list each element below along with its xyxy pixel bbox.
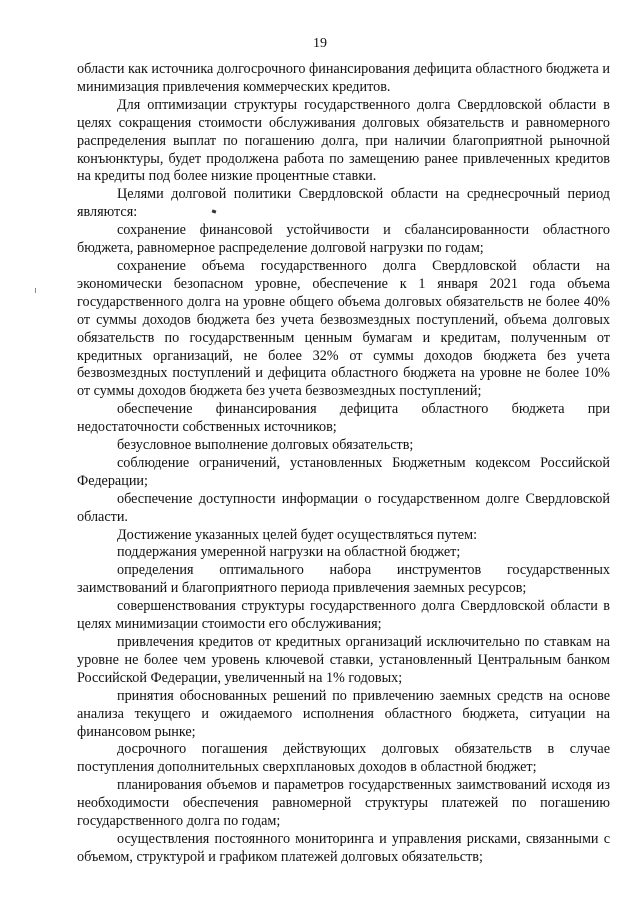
document-body	[77, 61, 610, 867]
list-item-method: осуществления постоянного мониторинга и управления рисками, связанными с объемом, структурой и графиком платежей долговых обязательств;	[77, 830, 610, 865]
paragraph-goals-intro: Целями долговой политики Свердловской области на среднесрочный период являются:	[77, 186, 610, 221]
list-item-goal: безусловное выполнение долговых обязательств;	[117, 437, 414, 454]
paragraph-debt-optimization: Для оптимизации структуры государственного долга Свердловской области в целях сокращения стоимости обслуживания долговых обязательств и равномерного распределения выплат по погашению долга, при наличии благоприятной рыночной конъюнктуры, будет продолжена работа по замещению ранее привлеченных кредитов на кредиты под более низкие процентные ставки.	[77, 96, 610, 185]
list-item-method: определения оптимального набора инструментов государственных заимствований и благоприятного периода привлечения заемных ресурсов;	[77, 562, 610, 597]
paragraph-methods-intro: Достижение указанных целей будет осуществляться путем:	[117, 526, 478, 543]
list-item-goal: сохранение финансовой устойчивости и сбалансированности областного бюджета, равномерное распределение долговой нагрузки по годам;	[77, 222, 610, 257]
list-item-goal: обеспечение финансирования дефицита областного бюджета при недостаточности собственных источников;	[77, 401, 610, 436]
paragraph-continuation: области как источника долгосрочного финансирования дефицита областного бюджета и минимизация привлечения коммерческих кредитов.	[77, 61, 610, 95]
page-number: 19	[313, 36, 327, 51]
list-item-goal: обеспечение доступности информации о государственном долге Свердловской области.	[77, 490, 610, 525]
list-item-method: поддержания умеренной нагрузки на областной бюджет;	[117, 544, 461, 561]
list-item-method: совершенствования структуры государственного долга Свердловской области в целях минимизации стоимости его обслуживания;	[77, 598, 610, 633]
list-item-method: досрочного погашения действующих долговых обязательств в случае поступления дополнительных сверхплановых доходов в областной бюджет;	[77, 741, 610, 776]
list-item-method: принятия обоснованных решений по привлечению заемных средств на основе анализа текущего и ожидаемого исполнения областного бюджета, ситуации на финансовом рынке;	[77, 687, 610, 740]
list-item-method: планирования объемов и параметров государственных заимствований исходя из необходимости обеспечения равномерной структуры платежей по погашению государственного долга по годам;	[77, 777, 610, 830]
list-item-goal: сохранение объема государственного долга Свердловской области на экономически безопасном уровне, обеспечение к 1 января 2021 года объема государственного долга на уровне общего объема долговых обязательств не более 40% от суммы доходов бюджета без учета безвозмездных поступлений, объема долговых обязательств по государственным ценным бумагам и кредитам, полученным от кредитных организаций, не более 32% от суммы доходов бюджета без учета безвозмездных поступлений и дефицита областного бюджета на уровне не более 10% от суммы доходов бюджета без учета безвозмездных поступлений;	[77, 257, 610, 400]
scan-margin-mark	[35, 288, 36, 293]
list-item-goal: соблюдение ограничений, установленных Бюджетным кодексом Российской Федерации;	[77, 454, 610, 489]
list-item-method: привлечения кредитов от кредитных организаций исключительно по ставкам на уровне не более чем уровень ключевой ставки, установленный Центральным банком Российской Федерации, увеличенный на 1% годовых;	[77, 634, 610, 686]
